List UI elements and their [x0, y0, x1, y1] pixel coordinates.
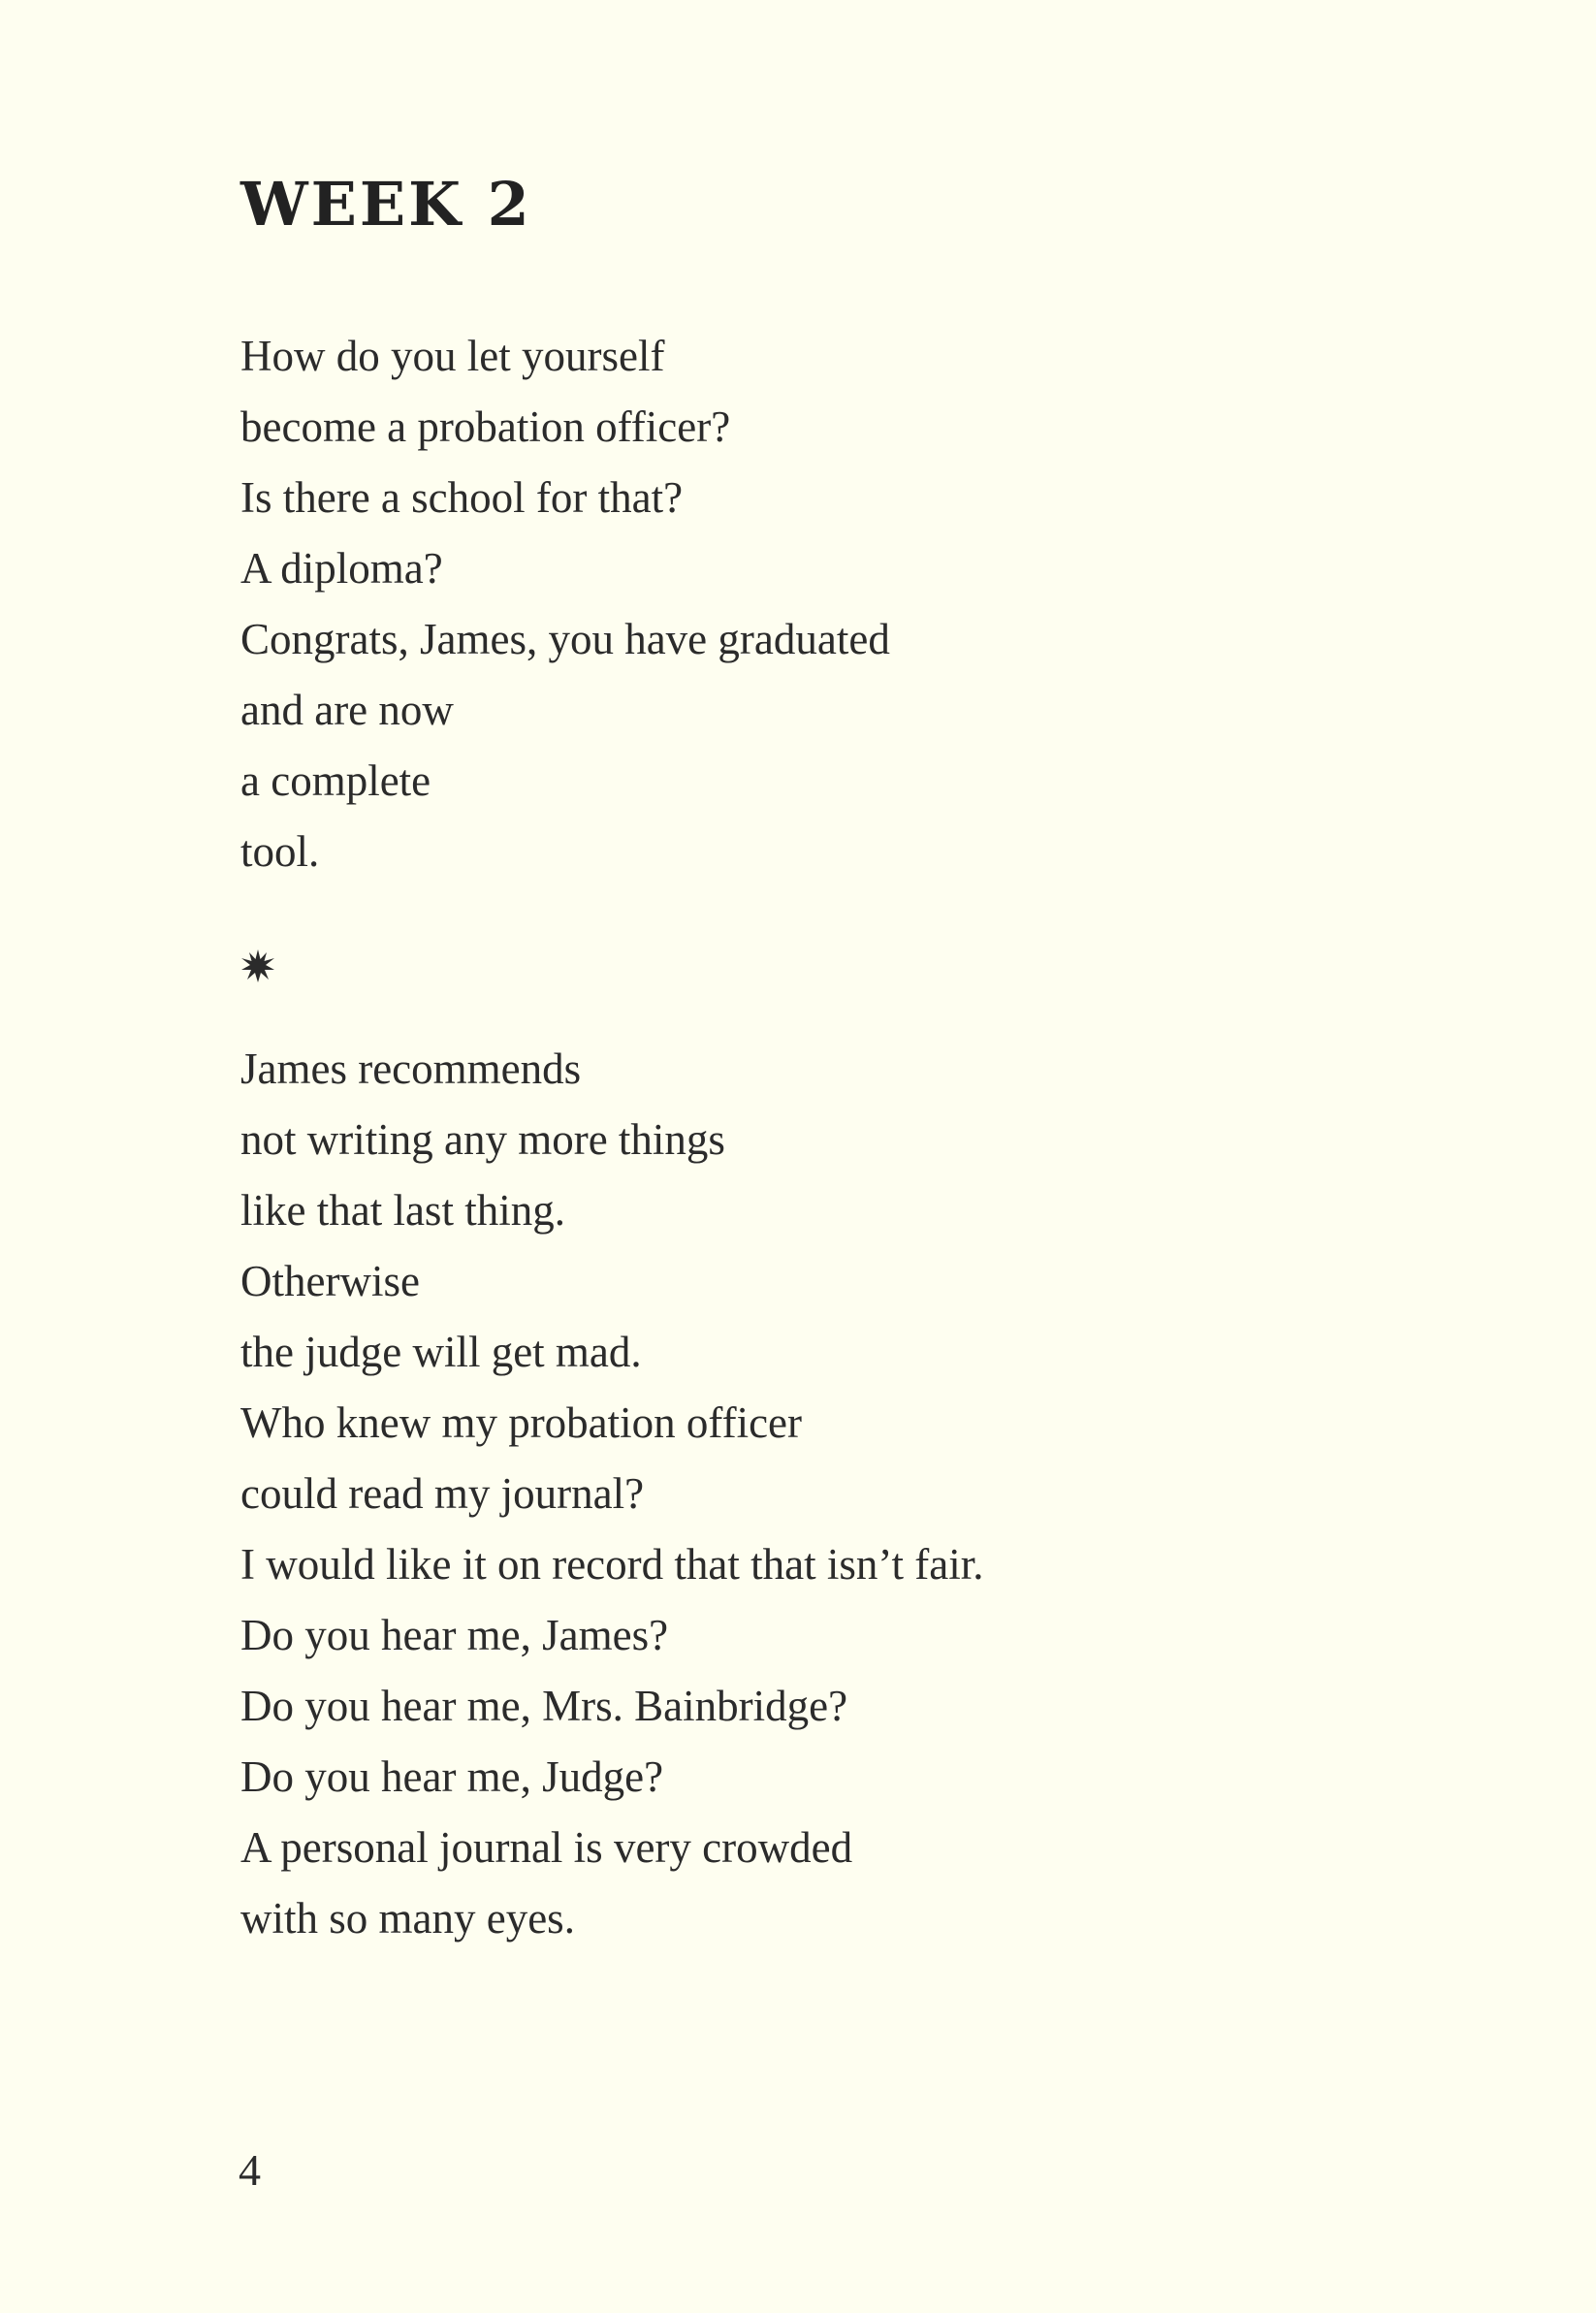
- poem-line: Do you hear me, James?: [240, 1611, 669, 1659]
- stanza-2: [240, 1034, 984, 1954]
- poem-line: tool.: [240, 827, 320, 876]
- poem-line: could read my journal?: [240, 1469, 645, 1518]
- poem-line: with so many eyes.: [240, 1894, 575, 1943]
- poem-line: Congrats, James, you have graduated: [240, 615, 890, 663]
- poem-line: Do you hear me, Judge?: [240, 1752, 664, 1801]
- poem-line: and are now: [240, 686, 454, 734]
- poem-line: A personal journal is very crowded: [240, 1823, 853, 1872]
- poem-line: Do you hear me, Mrs. Bainbridge?: [240, 1682, 848, 1730]
- poem-line: James recommends: [240, 1044, 582, 1093]
- page-title: WEEK 2: [240, 169, 532, 240]
- poem-line: like that last thing.: [240, 1186, 565, 1235]
- page-number: 4: [239, 2145, 261, 2195]
- poem-line: How do you let yourself: [240, 332, 665, 380]
- poem-line: Otherwise: [240, 1257, 420, 1305]
- poem-line: I would like it on record that that isn’t fair.: [240, 1540, 984, 1589]
- star-burst-icon: [240, 948, 275, 983]
- poem-line: not writing any more things: [240, 1115, 725, 1164]
- poem-line: the judge will get mad.: [240, 1328, 642, 1376]
- stanza-1: [240, 321, 890, 887]
- poem-line: a complete: [240, 756, 431, 805]
- poem-line: become a probation officer?: [240, 402, 731, 451]
- poem-line: A diploma?: [240, 544, 443, 593]
- poem-line: Who knew my probation officer: [240, 1398, 803, 1447]
- poem-line: Is there a school for that?: [240, 473, 684, 522]
